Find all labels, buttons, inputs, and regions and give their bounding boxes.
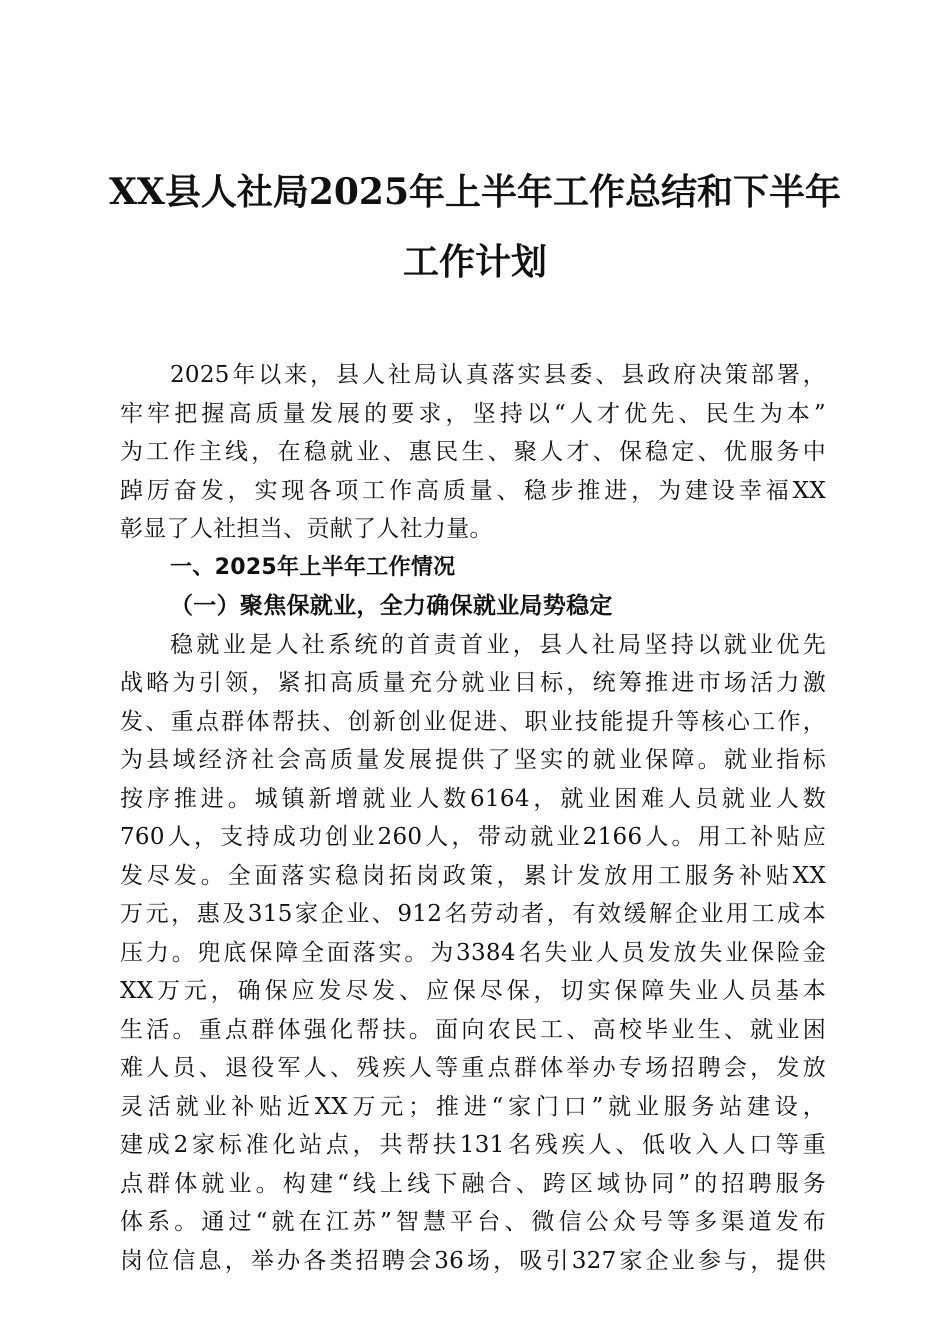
intro-line: 牢牢把握高质量发展的要求，坚持以“人才优先、民生为本” <box>120 400 826 427</box>
body-line: 压力。兜底保障全面落实。为3384名失业人员发放失业保险金 <box>120 939 826 966</box>
body-line: 发尽发。全面落实稳岗拓岗政策，累计发放用工服务补贴XX <box>120 862 826 889</box>
section-heading: 一、2025年上半年工作情况 <box>170 554 456 580</box>
body-line: 点群体就业。构建“线上线下融合、跨区域协同”的招聘服务 <box>120 1170 826 1197</box>
body-line: 生活。重点群体强化帮扶。面向农民工、高校毕业生、就业困 <box>120 1016 826 1043</box>
document-title-line-1: XX县人社局2025年上半年工作总结和下半年 <box>108 171 842 213</box>
intro-line: 彰显了人社担当、贡献了人社力量。 <box>120 516 493 542</box>
document-body <box>120 356 826 1280</box>
body-line: 按序推进。城镇新增就业人数6164，就业困难人员就业人数 <box>120 785 826 812</box>
intro-line: 踔厉奋发，实现各项工作高质量、稳步推进，为建设幸福XX <box>120 477 826 504</box>
body-line: 760人，支持成功创业260人，带动就业2166人。用工补贴应 <box>120 824 826 850</box>
intro-line: 2025年以来，县人社局认真落实县委、县政府决策部署， <box>170 362 826 388</box>
body-line: 难人员、退役军人、残疾人等重点群体举办专场招聘会，发放 <box>120 1055 826 1081</box>
body-line: 岗位信息，举办各类招聘会36场，吸引327家企业参与，提供 <box>120 1247 826 1274</box>
body-line: 体系。通过“就在江苏”智慧平台、微信公众号等多渠道发布 <box>120 1209 826 1235</box>
body-line: 发、重点群体帮扶、创新创业促进、职业技能提升等核心工作， <box>120 708 826 735</box>
body-line: 为县域经济社会高质量发展提供了坚实的就业保障。就业指标 <box>120 747 826 773</box>
subsection-heading: （一）聚焦保就业，全力确保就业局势稳定 <box>170 592 613 619</box>
body-line: 稳就业是人社系统的首责首业，县人社局坚持以就业优先 <box>170 631 826 658</box>
intro-line: 为工作主线，在稳就业、惠民生、聚人才、保稳定、优服务中 <box>120 439 826 465</box>
document-title-line-2: 工作计划 <box>402 241 547 283</box>
body-line: 万元，惠及315家企业、912名劳动者，有效缓解企业用工成本 <box>120 901 826 927</box>
body-line: XX万元，确保应发尽发、应保尽保，切实保障失业人员基本 <box>120 978 826 1004</box>
body-line: 灵活就业补贴近XX万元；推进“家门口”就业服务站建设， <box>120 1093 826 1120</box>
body-line: 战略为引领，紧扣高质量充分就业目标，统筹推进市场活力激 <box>120 670 826 696</box>
body-line: 建成2家标准化站点，共帮扶131名残疾人、低收入人口等重 <box>120 1132 826 1158</box>
